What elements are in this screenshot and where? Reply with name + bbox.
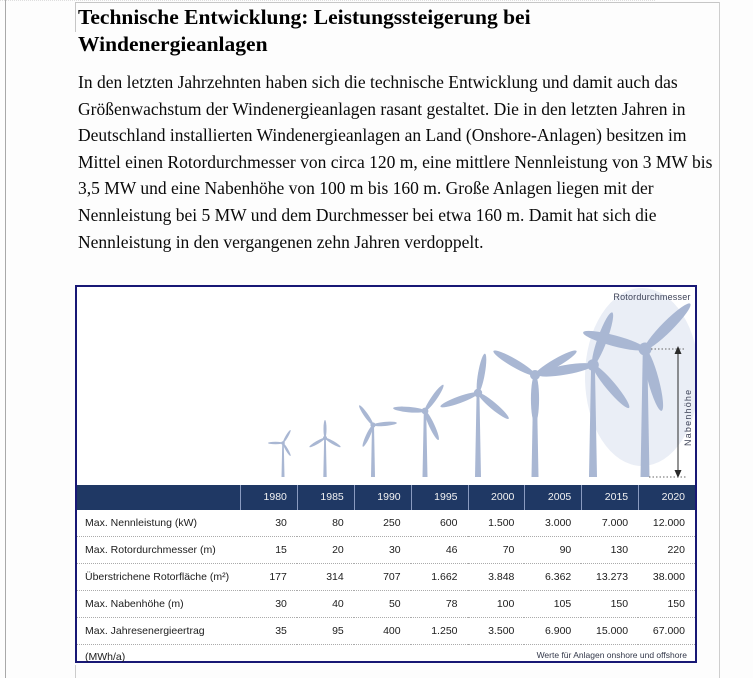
table-cell-value: 1.250 bbox=[411, 618, 468, 645]
table-cell-value: 1.662 bbox=[411, 564, 468, 591]
page-edge-line-left bbox=[5, 0, 6, 678]
table-cell-value: 50 bbox=[354, 591, 411, 618]
table-cell-value: 38.000 bbox=[638, 564, 695, 591]
table-cell-value: 30 bbox=[240, 510, 297, 537]
table-cell-value: 707 bbox=[354, 564, 411, 591]
table-header-year: 1980 bbox=[240, 485, 297, 510]
table-row bbox=[77, 537, 695, 564]
table-row-label: Max. Rotordurchmesser (m) bbox=[77, 537, 240, 564]
table-header-year: 2020 bbox=[638, 485, 695, 510]
table-cell-value: 15 bbox=[240, 537, 297, 564]
wind-turbine bbox=[358, 404, 398, 477]
table-cell-value: 150 bbox=[638, 591, 695, 618]
wind-turbine bbox=[439, 353, 511, 477]
table-cell-value: 12.000 bbox=[638, 510, 695, 537]
table-cell-value: 15.000 bbox=[581, 618, 638, 645]
table-cell-value: 95 bbox=[297, 618, 354, 645]
wind-turbine-infographic bbox=[75, 285, 697, 663]
table-cell-value: 177 bbox=[240, 564, 297, 591]
table-header-row bbox=[77, 485, 695, 510]
table-cell-value: 67.000 bbox=[638, 618, 695, 645]
table-row bbox=[77, 591, 695, 618]
table-header-year: 1995 bbox=[411, 485, 468, 510]
table-cell-value: 220 bbox=[638, 537, 695, 564]
table-cell-value: 314 bbox=[297, 564, 354, 591]
table-cell-value: 250 bbox=[354, 510, 411, 537]
hub-height-label: Nabenhöhe bbox=[683, 388, 693, 446]
table-cell-value: 35 bbox=[240, 618, 297, 645]
table-cell-value: 30 bbox=[354, 537, 411, 564]
table-cell-value: 78 bbox=[411, 591, 468, 618]
turbine-illustration bbox=[77, 287, 695, 485]
table-cell-value: 20 bbox=[297, 537, 354, 564]
table-cell-value: 7.000 bbox=[581, 510, 638, 537]
table-cell-value: 600 bbox=[411, 510, 468, 537]
table-cell-value: 6.900 bbox=[524, 618, 581, 645]
rotor-diameter-label: Rotordurchmesser bbox=[613, 292, 691, 302]
table-cell-value: 46 bbox=[411, 537, 468, 564]
table-row-label: Überstrichene Rotorfläche (m²) bbox=[77, 564, 240, 591]
table-cell-value: 13.273 bbox=[581, 564, 638, 591]
table-row-label: Max. Nennleistung (kW) bbox=[77, 510, 240, 537]
table-row-label: Max. Jahresenergieertrag (MWh/a) bbox=[77, 618, 240, 645]
table-row-label: Max. Nabenhöhe (m) bbox=[77, 591, 240, 618]
wind-turbine bbox=[268, 429, 292, 477]
table-cell-value: 400 bbox=[354, 618, 411, 645]
table-cell-value: 90 bbox=[524, 537, 581, 564]
table-cell-value: 100 bbox=[468, 591, 525, 618]
table-row bbox=[77, 564, 695, 591]
table-cell-value: 40 bbox=[297, 591, 354, 618]
wind-turbine bbox=[393, 383, 446, 477]
text-boundary-bottom-mark bbox=[75, 665, 76, 678]
table-cell-value: 3.500 bbox=[468, 618, 525, 645]
wind-turbine bbox=[309, 420, 342, 477]
table-row bbox=[77, 510, 695, 537]
table-cell-value: 80 bbox=[297, 510, 354, 537]
table-cell-value: 130 bbox=[581, 537, 638, 564]
table-header-year: 2005 bbox=[524, 485, 581, 510]
table-header-year: 1985 bbox=[297, 485, 354, 510]
table-cell-value: 105 bbox=[524, 591, 581, 618]
body-paragraph: In den letzten Jahrzehnten haben sich die technische Entwicklung und damit auch das Größenwachstum der Windenergieanlagen rasant gestaltet. Die in den letzten Jahren in Deutschland installierten Windenergieanlagen an Land (Onshore-Anlagen) besitzen im Mittel einen Rotordurchmesser von circa 120 m, eine mittlere Nennleistung von 3 MW bis 3,5 MW und eine Nabenhöhe von 100 m bis 160 m. Große Anlagen liegen mit der Nennleistung bei 5 MW und dem Durchmesser bei etwa 160 m. Damit hat sich die Nennleistung in den vergangenen zehn Jahren verdoppelt. bbox=[78, 72, 713, 252]
table-cell-value: 3.848 bbox=[468, 564, 525, 591]
text-boundary-corner-mark bbox=[75, 2, 76, 32]
table-header-year: 1990 bbox=[354, 485, 411, 510]
table-header-spacer bbox=[77, 485, 240, 510]
table-header-year: 2015 bbox=[581, 485, 638, 510]
table-cell-value: 3.000 bbox=[524, 510, 581, 537]
table-cell-value: 70 bbox=[468, 537, 525, 564]
table-cell-value: 1.500 bbox=[468, 510, 525, 537]
table-header-year: 2000 bbox=[468, 485, 525, 510]
table-cell-value: 6.362 bbox=[524, 564, 581, 591]
page-title: Technische Entwicklung: Leistungssteigerung bei Windenergieanlagen bbox=[78, 5, 531, 56]
wind-turbines-graphic bbox=[77, 287, 695, 485]
page-break-line bbox=[0, 0, 655, 1]
table-cell-value: 150 bbox=[581, 591, 638, 618]
text-boundary-top bbox=[75, 2, 719, 3]
table-cell-value: 30 bbox=[240, 591, 297, 618]
figure-footnote: Werte für Anlagen onshore und offshore bbox=[536, 650, 687, 660]
